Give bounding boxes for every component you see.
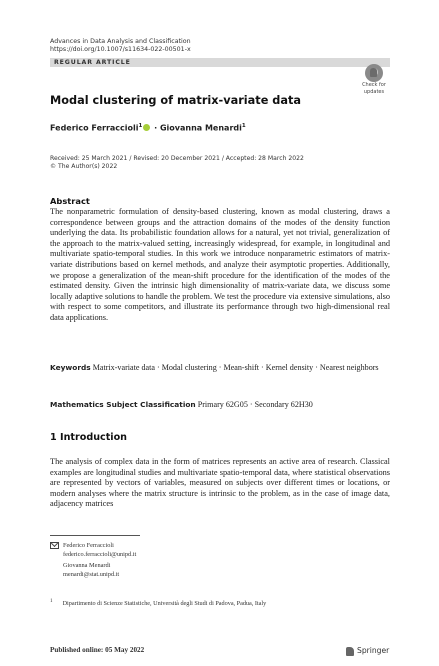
copyright-line: © The Author(s) 2022: [50, 163, 118, 170]
author-list: [50, 123, 246, 133]
envelope-icon: [50, 542, 59, 549]
author-affil-sup: 1: [138, 123, 143, 129]
keywords-text: Matrix-variate data · Modal clustering · Mean-shift · Kernel density · Nearest neighbors: [92, 363, 379, 372]
journal-name: Advances in Data Analysis and Classification: [50, 38, 191, 45]
msc-label: Mathematics Subject Classification: [50, 400, 196, 409]
contact-email[interactable]: menardi@stat.unipd.it: [63, 570, 120, 578]
author-name[interactable]: Giovanna Menardi: [159, 123, 242, 133]
page-title: Modal clustering of matrix-variate data: [50, 94, 302, 107]
section-text: The analysis of complex data in the form of matrices represents an active area of research. Classical examples are longitudinal studies and multivariate spatio-temporal data, where statistical observations are represented by vectors of variables, measured on subjects over different times or locations, or modern analyses where the matrix structure is intrinsic to the problem, as in the case of image data, adjacency matrices: [50, 457, 390, 509]
article-history: Received: 25 March 2021 / Revised: 20 December 2021 / Accepted: 28 March 2022: [50, 155, 304, 162]
keywords-block: [50, 363, 390, 374]
publisher-logo: [346, 646, 389, 656]
footnote-divider: [50, 535, 140, 536]
section-heading: 1 Introduction: [50, 432, 128, 443]
badge-line2: updates: [363, 88, 385, 95]
abstract-text: The nonparametric formulation of density-based clustering, known as modal clustering, draws a correspondence between groups and the attraction domains of the modes of the density function underlying the data. Its probabilistic foundation allows for a natural, yet not trivial, generalization of the approach to the matrix-valued setting, increasingly widespread, for example, in longitudinal and multivariate spatio-temporal studies. In this work we introduce nonparametric estimators of matrix-variate distributions based on kernel methods, and analyze their asymptotic properties. Additionally, we propose a generalization of the mean-shift procedure for the identification of the modes of the estimated density. Given the intrinsic high dimensionality of matrix-variate data, we discuss some locally adaptive solutions to handle the problem. We test the procedure via extensive simulations, also with respect to some competitors, and illustrate its performance through two high-dimensional real data applications.: [50, 207, 390, 322]
springer-horse-icon: [346, 647, 354, 656]
msc-text: Primary 62G05 · Secondary 62H30: [197, 400, 313, 409]
bookmark-icon: [365, 64, 383, 82]
orcid-icon[interactable]: [143, 124, 150, 131]
contact-footnote: [50, 542, 136, 579]
publisher-name: Springer: [357, 646, 390, 655]
abstract-heading: Abstract: [50, 196, 90, 206]
author-name[interactable]: Federico Ferraccioli: [50, 123, 139, 133]
author-affil-sup: 1: [241, 123, 246, 129]
affiliation-footnote: [50, 598, 266, 607]
affiliation-text: Dipartimento di Scienze Statistiche, Università degli Studi di Padova, Padua, Italy: [62, 600, 267, 608]
affiliation-number: 1: [50, 598, 53, 604]
contact-email[interactable]: federico.ferraccioli@unipd.it: [63, 550, 137, 558]
contact-name: Federico Ferraccioli: [63, 542, 114, 549]
published-online-date: Published online: 05 May 2022: [50, 646, 145, 654]
article-type-bar: REGULAR ARTICLE: [50, 58, 390, 67]
msc-block: [50, 400, 390, 409]
check-for-updates-badge[interactable]: [360, 64, 388, 95]
contact-name: Giovanna Menardi: [63, 562, 111, 570]
doi-link[interactable]: https://doi.org/10.1007/s11634-022-00501-x: [50, 46, 191, 53]
keywords-label: Keywords: [50, 363, 91, 372]
author-separator: ·: [154, 123, 158, 133]
badge-line1: Check for: [362, 82, 386, 88]
